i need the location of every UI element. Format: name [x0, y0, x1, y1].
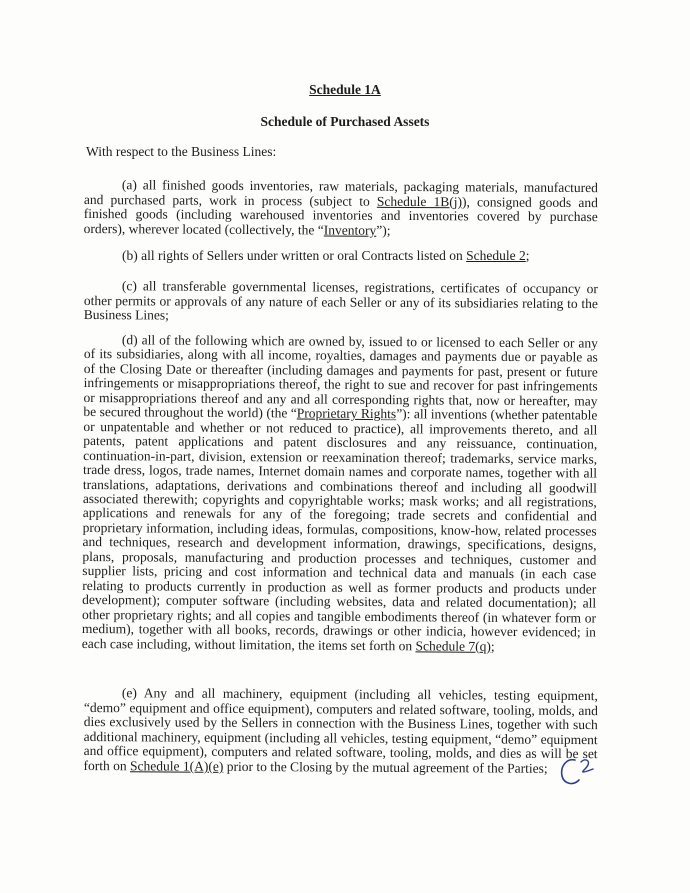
- inventory-defined-term: Inventory: [323, 222, 377, 238]
- paragraph-b: [84, 249, 598, 264]
- intro-text: With respect to the Business Lines:: [86, 144, 277, 159]
- schedule-title: Schedule 1A: [309, 82, 381, 97]
- paragraph-e-text-1: (e) Any and all machinery, equipment (including all vehicles, testing equipment, “demo” equipment and office equipment), computers and related software, tooling, molds, and dies exclusively used by the Sellers in connection with the Business Lines, together with such additional machinery, equipment (including all vehicles, testing equipment, “demo” equipment and office equipment), computers and related software, tooling, molds, and dies as will be set forth on: [83, 685, 598, 774]
- schedule-1-a-e-reference: Schedule 1(A)(e): [129, 758, 224, 774]
- paragraph-d-text-3: ;: [490, 638, 495, 654]
- paragraph-c-text-1: (c) all transferable governmental licenses, registrations, certificates of occupancy or other permits or approvals of any nature of each Seller or any of its subsidiaries relating to the Business Lines;: [83, 278, 598, 323]
- schedule-7-q-reference: Schedule 7(q): [415, 637, 491, 654]
- paragraph-e: [83, 686, 598, 777]
- paragraph-c: [84, 279, 598, 326]
- paragraph-b-text-2: ;: [525, 248, 530, 263]
- schedule-subtitle: Schedule of Purchased Assets: [260, 114, 430, 129]
- handwritten-initials-icon: [557, 752, 607, 790]
- paragraph-e-text-2: prior to the Closing by the mutual agreement of the Parties;: [223, 758, 548, 776]
- paragraph-d: [82, 333, 598, 655]
- schedule-2-reference: Schedule 2: [466, 248, 526, 263]
- paragraph-a: [84, 178, 598, 240]
- paragraph-a-text-1: (a) all finished goods inventories, raw materials, packaging materials, manufactured and purchased parts, work in process (subject to: [83, 177, 598, 209]
- paragraph-d-text-1: (d) all of the following which are owned by, issued to or licensed to each Seller or any of its subsidiaries, along with all income, royalties, damages and payments due or payable as of the Closing Date or thereafter (including damages and payments for past, present or future infringements or misappropriations thereof, the right to sue and recover for past infringements or misappropriations thereof and any and all corresponding rights that, now or hereafter, may be secured throughout the world) (the “: [83, 332, 598, 421]
- paragraph-a-text-2: ), consigned goods and finished goods (including warehoused inventories and inventories covered by purchase orders), wherever located (collectively, the “: [83, 193, 598, 238]
- paragraph-b-text-1: (b) all rights of Sellers under written or oral Contracts listed on: [122, 248, 467, 263]
- proprietary-rights-defined-term: Proprietary Rights: [296, 405, 397, 422]
- paragraph-d-text-2: ”): all inventions (whether patentable or unpatentable and whether or not reduced to practice), all improvements thereto, and all patents, patent applications and patent disclosures and any reissuance, continuation, continuation-in-part, division, extension or reexamination thereof; trademarks, service marks, trade dress, logos, trade names, Internet domain names and corporate names, together with all translations, adaptations, derivations and combinations thereof and including all goodwill associated therewith; copyrights and copyrightable works; mask works; and all registrations, applications and renewals for any of the foregoing; trade secrets and confidential and proprietary information, including ideas, formulas, compositions, know-how, related processes and techniques, research and development information, drawings, specifications, designs, plans, proposals, manufacturing and production processes and techniques, customer and supplier lists, pricing and cost information and technical data and manuals (in each case relating to products currently in production as well as former products and products under development); computer software (including websites, data and related documentation); all other proprietary rights; and all copies and tangible embodiments thereof (in whatever form or medium), together with all books, records, drawings or other indicia, however evidenced; in each case including, without limitation, the items set forth on: [81, 406, 598, 653]
- paragraph-a-text-3: ”);: [376, 222, 391, 238]
- schedule-1b-j-reference: Schedule 1B(j): [376, 193, 463, 209]
